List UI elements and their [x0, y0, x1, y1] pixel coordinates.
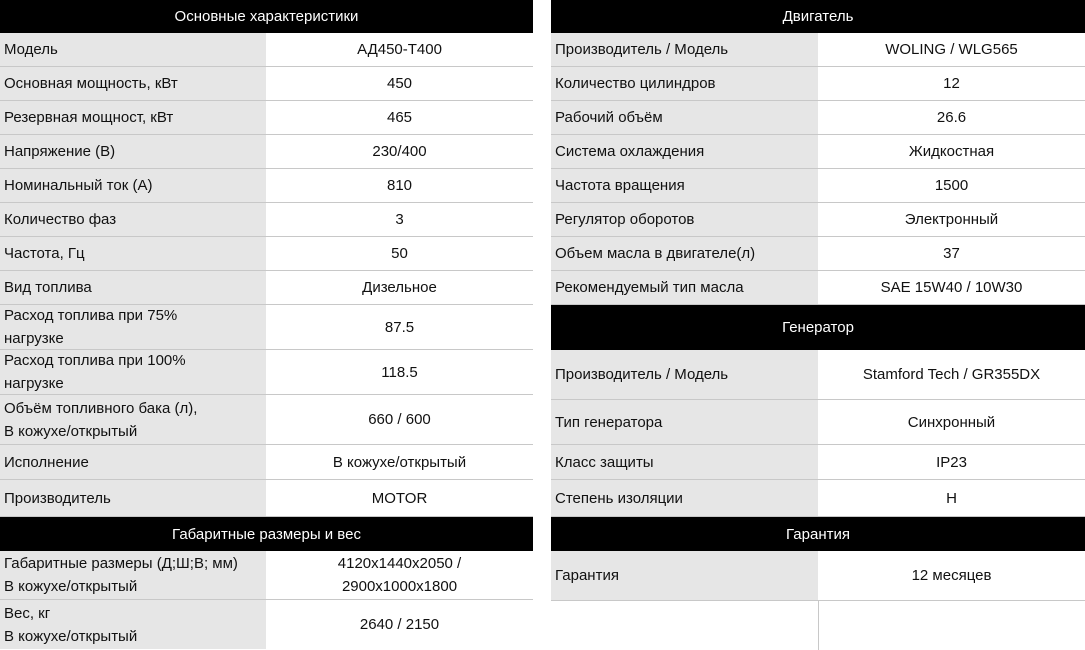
- row-label: Частота, Гц: [0, 237, 266, 270]
- table-row: [0, 67, 533, 101]
- row-label: Количество цилиндров: [551, 67, 818, 100]
- warranty-header: Гарантия: [551, 517, 1085, 551]
- table-row: [551, 203, 1085, 237]
- row-value: 50: [266, 237, 533, 270]
- row-label: Модель: [0, 33, 266, 66]
- table-row: [551, 400, 1085, 445]
- row-label: Степень изоляции: [551, 480, 818, 516]
- row-value: АД450-Т400: [266, 33, 533, 66]
- row-value: 230/400: [266, 135, 533, 168]
- row-value: IP23: [818, 445, 1085, 479]
- table-row: [0, 203, 533, 237]
- table-row: [551, 350, 1085, 400]
- table-row: [551, 551, 1085, 601]
- table-row: [551, 237, 1085, 271]
- generator-header: Генератор: [551, 305, 1085, 350]
- row-value: Stamford Tech / GR355DX: [818, 350, 1085, 399]
- table-row: [0, 33, 533, 67]
- table-row: [551, 33, 1085, 67]
- left-column: [0, 0, 533, 649]
- row-value: 465: [266, 101, 533, 134]
- table-row: [551, 101, 1085, 135]
- row-value: WOLING / WLG565: [818, 33, 1085, 66]
- row-value: SAE 15W40 / 10W30: [818, 271, 1085, 304]
- table-row: [551, 135, 1085, 169]
- row-label: Объем масла в двигателе(л): [551, 237, 818, 270]
- row-value: 660 / 600: [266, 395, 533, 444]
- row-value: 2640 / 2150: [266, 600, 533, 649]
- table-row: [0, 135, 533, 169]
- table-row: [551, 169, 1085, 203]
- row-value: 37: [818, 237, 1085, 270]
- row-label: Вид топлива: [0, 271, 266, 304]
- row-value: Электронный: [818, 203, 1085, 236]
- row-label: Класс защиты: [551, 445, 818, 479]
- table-row: [551, 271, 1085, 305]
- engine-header: Двигатель: [551, 0, 1085, 33]
- row-label: Объём топливного бака (л), В кожухе/открытый: [0, 395, 266, 444]
- row-label: Габаритные размеры (Д;Ш;В; мм) В кожухе/открытый: [0, 551, 266, 599]
- row-label: Гарантия: [551, 551, 818, 600]
- table-row: [0, 271, 533, 305]
- row-label: Расход топлива при 100% нагрузке: [0, 350, 266, 394]
- row-value: H: [818, 480, 1085, 516]
- table-row: [0, 395, 533, 445]
- dimensions-header: Габаритные размеры и вес: [0, 517, 533, 551]
- row-label: Напряжение (В): [0, 135, 266, 168]
- row-value: 26.6: [818, 101, 1085, 134]
- row-value: В кожухе/открытый: [266, 445, 533, 479]
- row-value: 450: [266, 67, 533, 100]
- row-label: Система охлаждения: [551, 135, 818, 168]
- table-divider: [818, 601, 819, 650]
- table-row: [0, 305, 533, 350]
- row-label: Основная мощность, кВт: [0, 67, 266, 100]
- table-row: [551, 480, 1085, 517]
- table-row: [0, 101, 533, 135]
- table-row: [0, 551, 533, 600]
- row-value: 1500: [818, 169, 1085, 202]
- row-label: Исполнение: [0, 445, 266, 479]
- row-value: 3: [266, 203, 533, 236]
- row-label: Тип генератора: [551, 400, 818, 444]
- row-label: Производитель / Модель: [551, 350, 818, 399]
- table-row: [551, 445, 1085, 480]
- table-row: [0, 237, 533, 271]
- row-value: Синхронный: [818, 400, 1085, 444]
- table-row: [0, 169, 533, 203]
- row-label: Расход топлива при 75% нагрузке: [0, 305, 266, 349]
- row-value: Дизельное: [266, 271, 533, 304]
- row-value: MOTOR: [266, 480, 533, 516]
- row-label: Частота вращения: [551, 169, 818, 202]
- row-value: 4120х1440х2050 / 2900х1000х1800: [266, 551, 533, 599]
- table-row: [551, 67, 1085, 101]
- row-label: Рекомендуемый тип масла: [551, 271, 818, 304]
- row-label: Номинальный ток (А): [0, 169, 266, 202]
- row-label: Резервная мощност, кВт: [0, 101, 266, 134]
- row-value: Жидкостная: [818, 135, 1085, 168]
- row-value: 810: [266, 169, 533, 202]
- row-label: Количество фаз: [0, 203, 266, 236]
- table-row: [0, 600, 533, 649]
- table-row: [0, 350, 533, 395]
- table-row: [0, 480, 533, 517]
- row-label: Производитель / Модель: [551, 33, 818, 66]
- right-column: [551, 0, 1085, 601]
- row-value: 12 месяцев: [818, 551, 1085, 600]
- row-label: Вес, кг В кожухе/открытый: [0, 600, 266, 649]
- row-value: 87.5: [266, 305, 533, 349]
- row-label: Регулятор оборотов: [551, 203, 818, 236]
- main-specs-header: Основные характеристики: [0, 0, 533, 33]
- row-label: Рабочий объём: [551, 101, 818, 134]
- row-label: Производитель: [0, 480, 266, 516]
- row-value: 118.5: [266, 350, 533, 394]
- row-value: 12: [818, 67, 1085, 100]
- table-row: [0, 445, 533, 480]
